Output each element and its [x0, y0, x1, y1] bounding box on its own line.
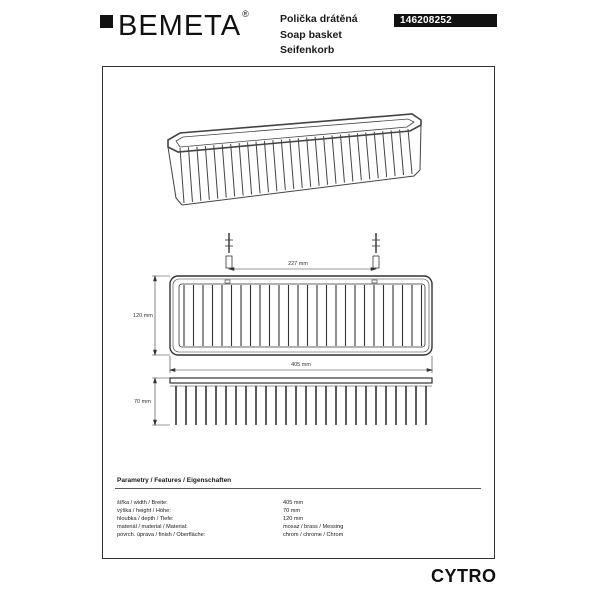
perspective-wire: [357, 133, 361, 180]
depth-dimension: [152, 276, 170, 355]
feature-value: mosaz / brass / Messing: [283, 524, 344, 530]
perspective-wire: [188, 147, 192, 202]
height-dimension: [152, 378, 170, 425]
feature-value: 70 mm: [283, 508, 301, 514]
perspective-wire: [214, 145, 218, 199]
perspective-wire: [197, 147, 201, 201]
perspective-wire: [290, 139, 294, 189]
feature-value: 120 mm: [283, 516, 304, 522]
feature-value: chrom / chrome / Chrom: [283, 532, 344, 538]
perspective-wire: [324, 136, 328, 185]
perspective-wire: [340, 135, 344, 183]
perspective-wire: [374, 132, 378, 178]
top-view: [170, 276, 432, 355]
wall-mount-right: [372, 233, 380, 268]
perspective-wire: [239, 143, 243, 195]
product-title-cz: Polička drátěná: [280, 13, 358, 25]
wall-mount-left: [225, 233, 233, 268]
feature-label: hloubka / depth / Tiefe:: [117, 516, 174, 522]
perspective-wire: [307, 137, 311, 186]
perspective-wire: [205, 146, 209, 200]
perspective-wire: [383, 131, 387, 177]
feature-label: šířka / width / Breite:: [117, 500, 168, 506]
model-name: CYTRO: [431, 566, 497, 586]
product-title-en: Soap basket: [280, 28, 342, 41]
features-heading: Parametry / Features / Eigenschaften: [117, 477, 232, 484]
perspective-wire: [256, 142, 260, 194]
brand-name: BEMETA: [118, 9, 242, 42]
depth-label: 120 mm: [133, 313, 153, 319]
product-perspective-image: [168, 114, 421, 205]
perspective-wire: [332, 135, 336, 183]
width-label: 405 mm: [291, 362, 311, 368]
feature-value: 405 mm: [283, 500, 304, 506]
feature-label: výška / height / Höhe:: [117, 508, 171, 514]
mount-spacing-dimension: [229, 268, 376, 271]
registered-mark: ®: [242, 9, 249, 19]
perspective-wire: [400, 130, 404, 175]
product-title-de: Seifenkorb: [280, 44, 335, 56]
perspective-wire: [180, 148, 184, 203]
perspective-wire: [281, 140, 285, 191]
front-view: [170, 378, 432, 425]
perspective-wire: [298, 138, 302, 188]
perspective-wire: [408, 129, 412, 174]
mount-spacing-label: 227 mm: [288, 261, 308, 267]
perspective-wire: [273, 140, 277, 191]
perspective-wire: [349, 134, 353, 182]
perspective-wire: [391, 130, 395, 176]
height-label: 70 mm: [134, 399, 151, 405]
perspective-wire: [366, 133, 370, 180]
features-divider: [115, 488, 481, 489]
perspective-wire: [264, 141, 268, 192]
perspective-wire: [248, 142, 252, 194]
perspective-wire: [231, 144, 235, 197]
product-code: 146208252: [394, 14, 497, 27]
perspective-wire: [315, 137, 319, 186]
feature-label: materiál / material / Material:: [117, 524, 188, 530]
feature-label: povrch. úprava / finish / Oberfläche:: [117, 532, 206, 538]
perspective-wire: [222, 144, 226, 197]
